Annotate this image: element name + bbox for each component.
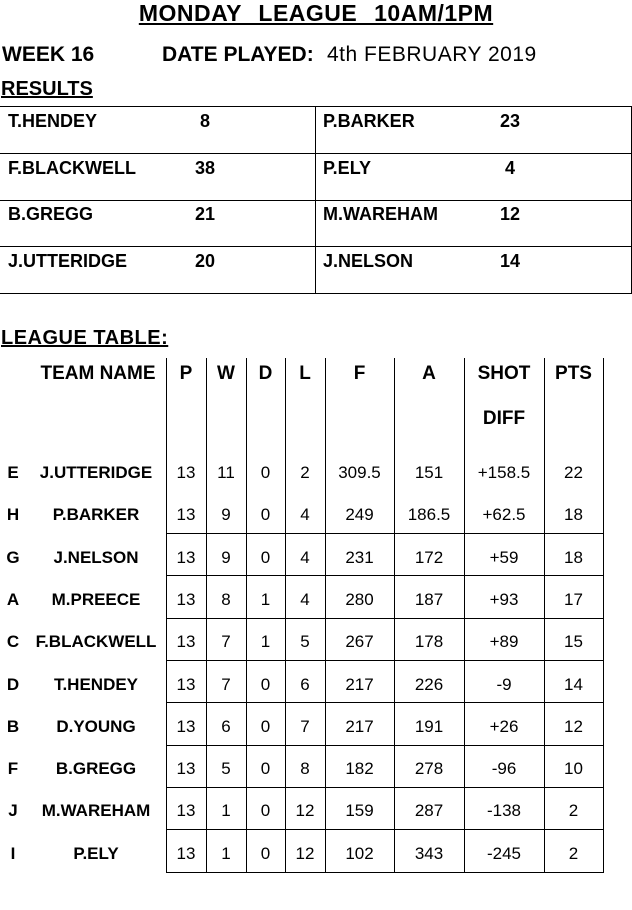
column-divider xyxy=(544,358,545,873)
cell-p: 13 xyxy=(176,505,196,524)
team-letter: G xyxy=(6,548,20,567)
result-row xyxy=(0,154,631,201)
cell-diff: +26 xyxy=(489,717,519,736)
row-divider xyxy=(166,533,603,534)
cell-w: 11 xyxy=(217,463,235,482)
cell-w: 9 xyxy=(221,505,231,524)
cell-a: 278 xyxy=(414,759,444,778)
header-f: F xyxy=(353,363,366,384)
cell-l: 4 xyxy=(300,505,310,524)
header-pts: PTS xyxy=(555,363,592,384)
cell-d: 1 xyxy=(260,590,271,609)
team-letter: C xyxy=(6,632,20,651)
cell-diff: -245 xyxy=(486,844,522,863)
result-right-score: 12 xyxy=(499,204,521,224)
cell-f: 217 xyxy=(345,717,374,736)
cell-f: 231 xyxy=(345,548,374,567)
cell-f: 249 xyxy=(345,505,374,524)
cell-d: 1 xyxy=(260,632,271,651)
team-name: T.HENDEY xyxy=(53,675,139,694)
row-divider xyxy=(166,745,603,746)
team-letter: H xyxy=(6,505,20,524)
cell-a: 187 xyxy=(414,590,444,609)
cell-diff: +89 xyxy=(489,632,519,651)
cell-pts: 2 xyxy=(568,801,579,820)
team-letter: B xyxy=(6,717,20,736)
result-left-team: F.BLACKWELL xyxy=(8,157,136,178)
cell-l: 12 xyxy=(295,844,315,863)
cell-diff: +62.5 xyxy=(482,505,526,524)
team-name: P.BARKER xyxy=(52,505,140,524)
cell-l: 12 xyxy=(295,801,315,820)
cell-w: 5 xyxy=(221,759,231,778)
team-name: J.NELSON xyxy=(53,548,139,567)
result-left-team: T.HENDEY xyxy=(8,111,98,131)
result-right-team: M.WAREHAM xyxy=(323,204,438,224)
cell-d: 0 xyxy=(260,548,271,567)
cell-diff: +158.5 xyxy=(477,463,531,482)
cell-w: 9 xyxy=(221,548,231,567)
team-name: D.YOUNG xyxy=(56,717,136,736)
cell-f: 159 xyxy=(345,801,374,820)
cell-f: 182 xyxy=(345,759,374,778)
result-left-score: 21 xyxy=(194,204,216,224)
row-divider xyxy=(166,872,603,873)
cell-d: 0 xyxy=(260,759,271,778)
row-divider xyxy=(166,575,603,576)
cell-w: 7 xyxy=(221,675,231,694)
cell-p: 13 xyxy=(176,801,196,820)
cell-l: 2 xyxy=(300,463,310,482)
week-label: WEEK 16 xyxy=(2,43,95,66)
cell-diff: +93 xyxy=(489,590,519,609)
column-divider xyxy=(325,358,326,873)
team-letter: E xyxy=(7,463,19,482)
cell-d: 0 xyxy=(260,801,271,820)
cell-l: 6 xyxy=(300,675,310,694)
league-heading: LEAGUE TABLE: xyxy=(1,327,169,349)
cell-pts: 2 xyxy=(568,844,579,863)
cell-pts: 18 xyxy=(564,505,583,524)
team-letter: I xyxy=(10,844,16,863)
header-diff: DIFF xyxy=(482,408,526,429)
cell-f: 102 xyxy=(345,844,374,863)
cell-diff: +59 xyxy=(489,548,519,567)
cell-f: 280 xyxy=(345,590,374,609)
row-divider xyxy=(166,618,603,619)
league-table xyxy=(0,358,603,873)
cell-f: 309.5 xyxy=(338,463,381,482)
cell-l: 4 xyxy=(300,548,310,567)
cell-pts: 12 xyxy=(564,717,583,736)
header-p: P xyxy=(179,363,193,384)
cell-d: 0 xyxy=(260,717,271,736)
cell-a: 186.5 xyxy=(407,505,451,524)
team-name: B.GREGG xyxy=(55,759,137,778)
cell-p: 13 xyxy=(176,717,196,736)
cell-l: 5 xyxy=(300,632,310,651)
cell-diff: -9 xyxy=(496,675,512,694)
cell-a: 226 xyxy=(414,675,444,694)
result-row xyxy=(0,107,631,154)
cell-a: 178 xyxy=(414,632,444,651)
date-value: 4th FEBRUARY 2019 xyxy=(327,43,537,66)
header-w: W xyxy=(217,363,235,384)
cell-d: 0 xyxy=(260,463,271,482)
result-right-score: 14 xyxy=(499,250,521,271)
team-name: P.ELY xyxy=(73,844,119,863)
cell-f: 267 xyxy=(345,632,374,651)
results-heading: RESULTS xyxy=(1,78,93,100)
column-divider xyxy=(394,358,395,873)
result-left-score: 8 xyxy=(199,111,210,131)
cell-p: 13 xyxy=(176,590,196,609)
team-letter: F xyxy=(7,759,19,778)
cell-w: 1 xyxy=(221,844,231,863)
row-divider xyxy=(166,702,603,703)
row-divider xyxy=(166,660,603,661)
header-team-name: TEAM NAME xyxy=(40,363,156,384)
cell-diff: -138 xyxy=(486,801,522,820)
result-right-score: 4 xyxy=(504,157,515,178)
cell-w: 8 xyxy=(221,590,231,609)
column-divider xyxy=(603,358,604,873)
cell-pts: 22 xyxy=(564,463,583,482)
team-name: M.WAREHAM xyxy=(41,801,151,820)
cell-d: 0 xyxy=(260,675,271,694)
cell-diff: -96 xyxy=(491,759,517,778)
team-letter: J xyxy=(8,801,18,820)
date-label: DATE PLAYED: xyxy=(162,43,314,66)
cell-p: 13 xyxy=(176,548,196,567)
column-divider xyxy=(166,358,167,873)
cell-l: 7 xyxy=(300,717,310,736)
results-table xyxy=(0,106,632,294)
cell-d: 0 xyxy=(260,844,271,863)
result-right-score: 23 xyxy=(499,111,521,131)
result-left-score: 38 xyxy=(194,157,216,178)
cell-p: 13 xyxy=(176,463,196,482)
result-row xyxy=(0,247,631,293)
cell-p: 13 xyxy=(176,844,196,863)
team-letter: D xyxy=(6,675,20,694)
cell-pts: 14 xyxy=(564,675,583,694)
cell-p: 13 xyxy=(176,759,196,778)
cell-p: 13 xyxy=(176,675,196,694)
team-name: J.UTTERIDGE xyxy=(39,463,153,482)
cell-w: 1 xyxy=(221,801,231,820)
header-shot: SHOT xyxy=(477,363,531,384)
result-left-team: J.UTTERIDGE xyxy=(8,250,128,271)
team-letter: A xyxy=(6,590,20,609)
column-divider xyxy=(206,358,207,873)
cell-w: 7 xyxy=(221,632,231,651)
result-left-score: 20 xyxy=(194,250,216,271)
page-title: MONDAY LEAGUE 10AM/1PM xyxy=(138,0,494,26)
cell-pts: 18 xyxy=(564,548,583,567)
column-divider xyxy=(246,358,247,873)
row-divider xyxy=(166,787,603,788)
result-left-team: B.GREGG xyxy=(8,204,94,224)
header-a: A xyxy=(422,363,436,384)
cell-a: 343 xyxy=(414,844,444,863)
cell-pts: 17 xyxy=(564,590,583,609)
cell-a: 172 xyxy=(414,548,444,567)
cell-p: 13 xyxy=(176,632,196,651)
header-d: D xyxy=(258,363,273,384)
cell-f: 217 xyxy=(345,675,374,694)
cell-d: 0 xyxy=(260,505,271,524)
cell-pts: 15 xyxy=(564,632,583,651)
cell-l: 4 xyxy=(300,590,310,609)
row-divider xyxy=(166,829,603,830)
team-name: M.PREECE xyxy=(51,590,141,609)
cell-a: 287 xyxy=(414,801,444,820)
column-divider xyxy=(464,358,465,873)
cell-a: 191 xyxy=(414,717,444,736)
result-right-team: J.NELSON xyxy=(323,250,414,271)
cell-l: 8 xyxy=(300,759,310,778)
cell-a: 151 xyxy=(414,463,444,482)
cell-pts: 10 xyxy=(564,759,583,778)
result-row xyxy=(0,200,631,247)
result-right-team: P.BARKER xyxy=(323,111,415,131)
header-l: L xyxy=(299,363,311,384)
result-right-team: P.ELY xyxy=(323,157,372,178)
cell-w: 6 xyxy=(221,717,231,736)
team-name: F.BLACKWELL xyxy=(35,632,157,651)
column-divider xyxy=(285,358,286,873)
